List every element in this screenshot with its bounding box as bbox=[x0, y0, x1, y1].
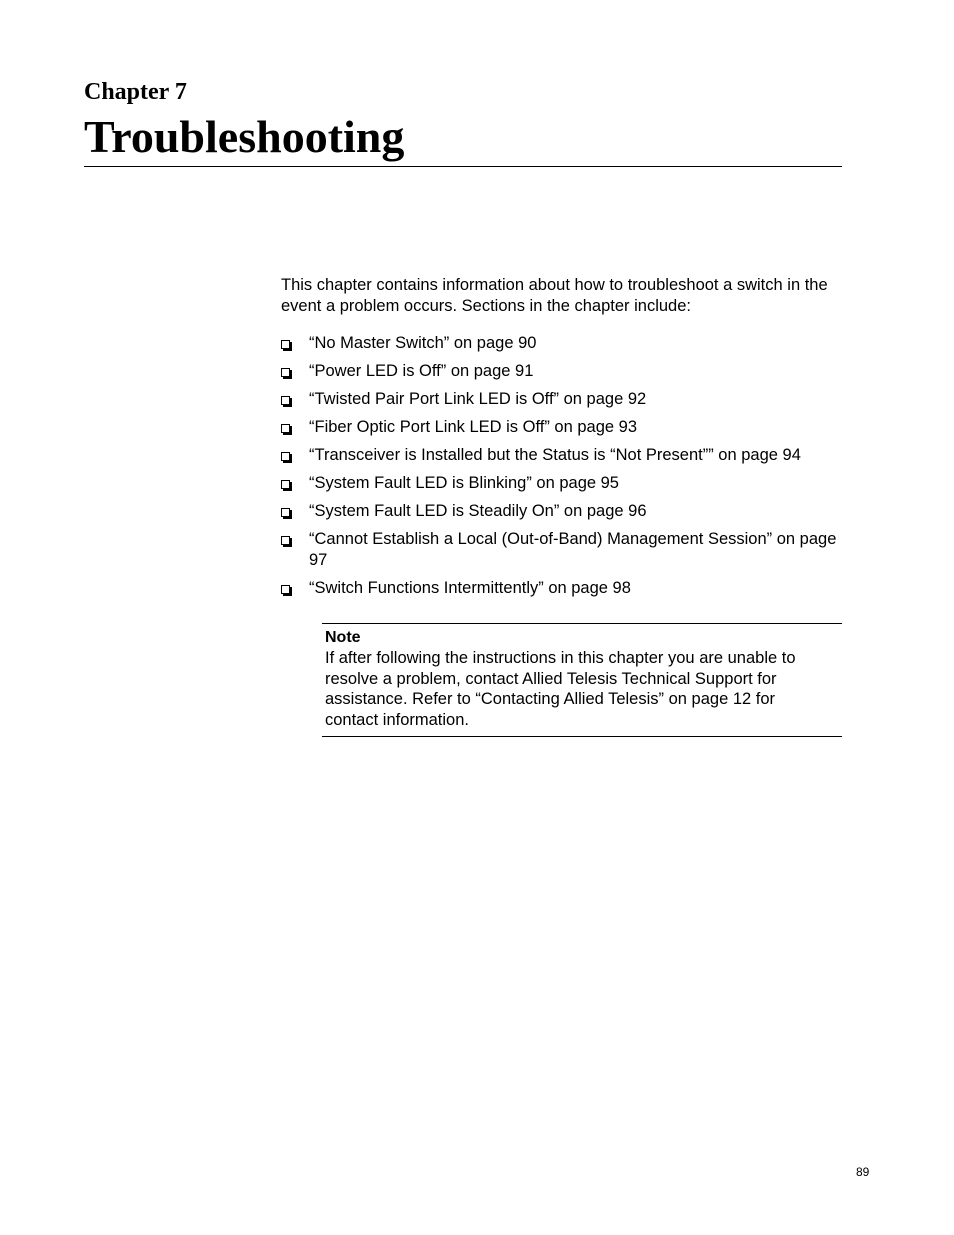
section-link[interactable]: “No Master Switch” on page 90 bbox=[309, 334, 537, 352]
checkbox-bullet-icon bbox=[281, 585, 290, 594]
section-link[interactable]: “Cannot Establish a Local (Out-of-Band) Management Session” on page 97 bbox=[309, 530, 837, 569]
section-link[interactable]: “System Fault LED is Steadily On” on page 96 bbox=[309, 502, 647, 520]
section-link[interactable]: “Switch Functions Intermittently” on page 98 bbox=[309, 578, 631, 597]
section-link[interactable]: “Transceiver is Installed but the Status is “Not Present”” on page 94 bbox=[309, 446, 801, 464]
checkbox-bullet-icon bbox=[281, 452, 290, 461]
note-box bbox=[322, 623, 842, 737]
section-link[interactable]: “Power LED is Off” on page 91 bbox=[309, 362, 534, 380]
chapter-label: Chapter 7 bbox=[84, 79, 187, 105]
list-item[interactable] bbox=[281, 389, 841, 410]
list-item[interactable] bbox=[281, 473, 841, 494]
list-item[interactable] bbox=[281, 417, 841, 438]
list-item[interactable] bbox=[281, 361, 841, 382]
section-link[interactable]: “System Fault LED is Blinking” on page 95 bbox=[309, 474, 619, 492]
list-item[interactable] bbox=[281, 578, 841, 599]
section-list bbox=[281, 333, 841, 606]
checkbox-bullet-icon bbox=[281, 340, 290, 349]
page-number: 89 bbox=[856, 1165, 870, 1179]
list-item[interactable] bbox=[281, 501, 841, 522]
list-item[interactable] bbox=[281, 529, 841, 570]
checkbox-bullet-icon bbox=[281, 396, 290, 405]
section-link[interactable]: “Twisted Pair Port Link LED is Off” on page 92 bbox=[309, 390, 647, 408]
checkbox-bullet-icon bbox=[281, 368, 290, 377]
checkbox-bullet-icon bbox=[281, 536, 290, 545]
note-heading: Note bbox=[325, 629, 361, 646]
checkbox-bullet-icon bbox=[281, 480, 290, 489]
intro-paragraph: This chapter contains information about how to troubleshoot a switch in the event a problem occurs. Sections in the chapter include: bbox=[281, 276, 828, 315]
list-item[interactable] bbox=[281, 333, 841, 354]
section-link[interactable]: “Fiber Optic Port Link LED is Off” on page 93 bbox=[309, 418, 638, 436]
page-title: Troubleshooting bbox=[84, 111, 405, 162]
checkbox-bullet-icon bbox=[281, 424, 290, 433]
note-text: If after following the instructions in this chapter you are unable to resolve a problem, contact Allied Telesis Technical Support for assistance. Refer to “Contacting Allied Telesis” on page 12 for contact information. bbox=[325, 649, 796, 729]
checkbox-bullet-icon bbox=[281, 508, 290, 517]
title-divider bbox=[84, 166, 842, 167]
list-item[interactable] bbox=[281, 445, 841, 466]
